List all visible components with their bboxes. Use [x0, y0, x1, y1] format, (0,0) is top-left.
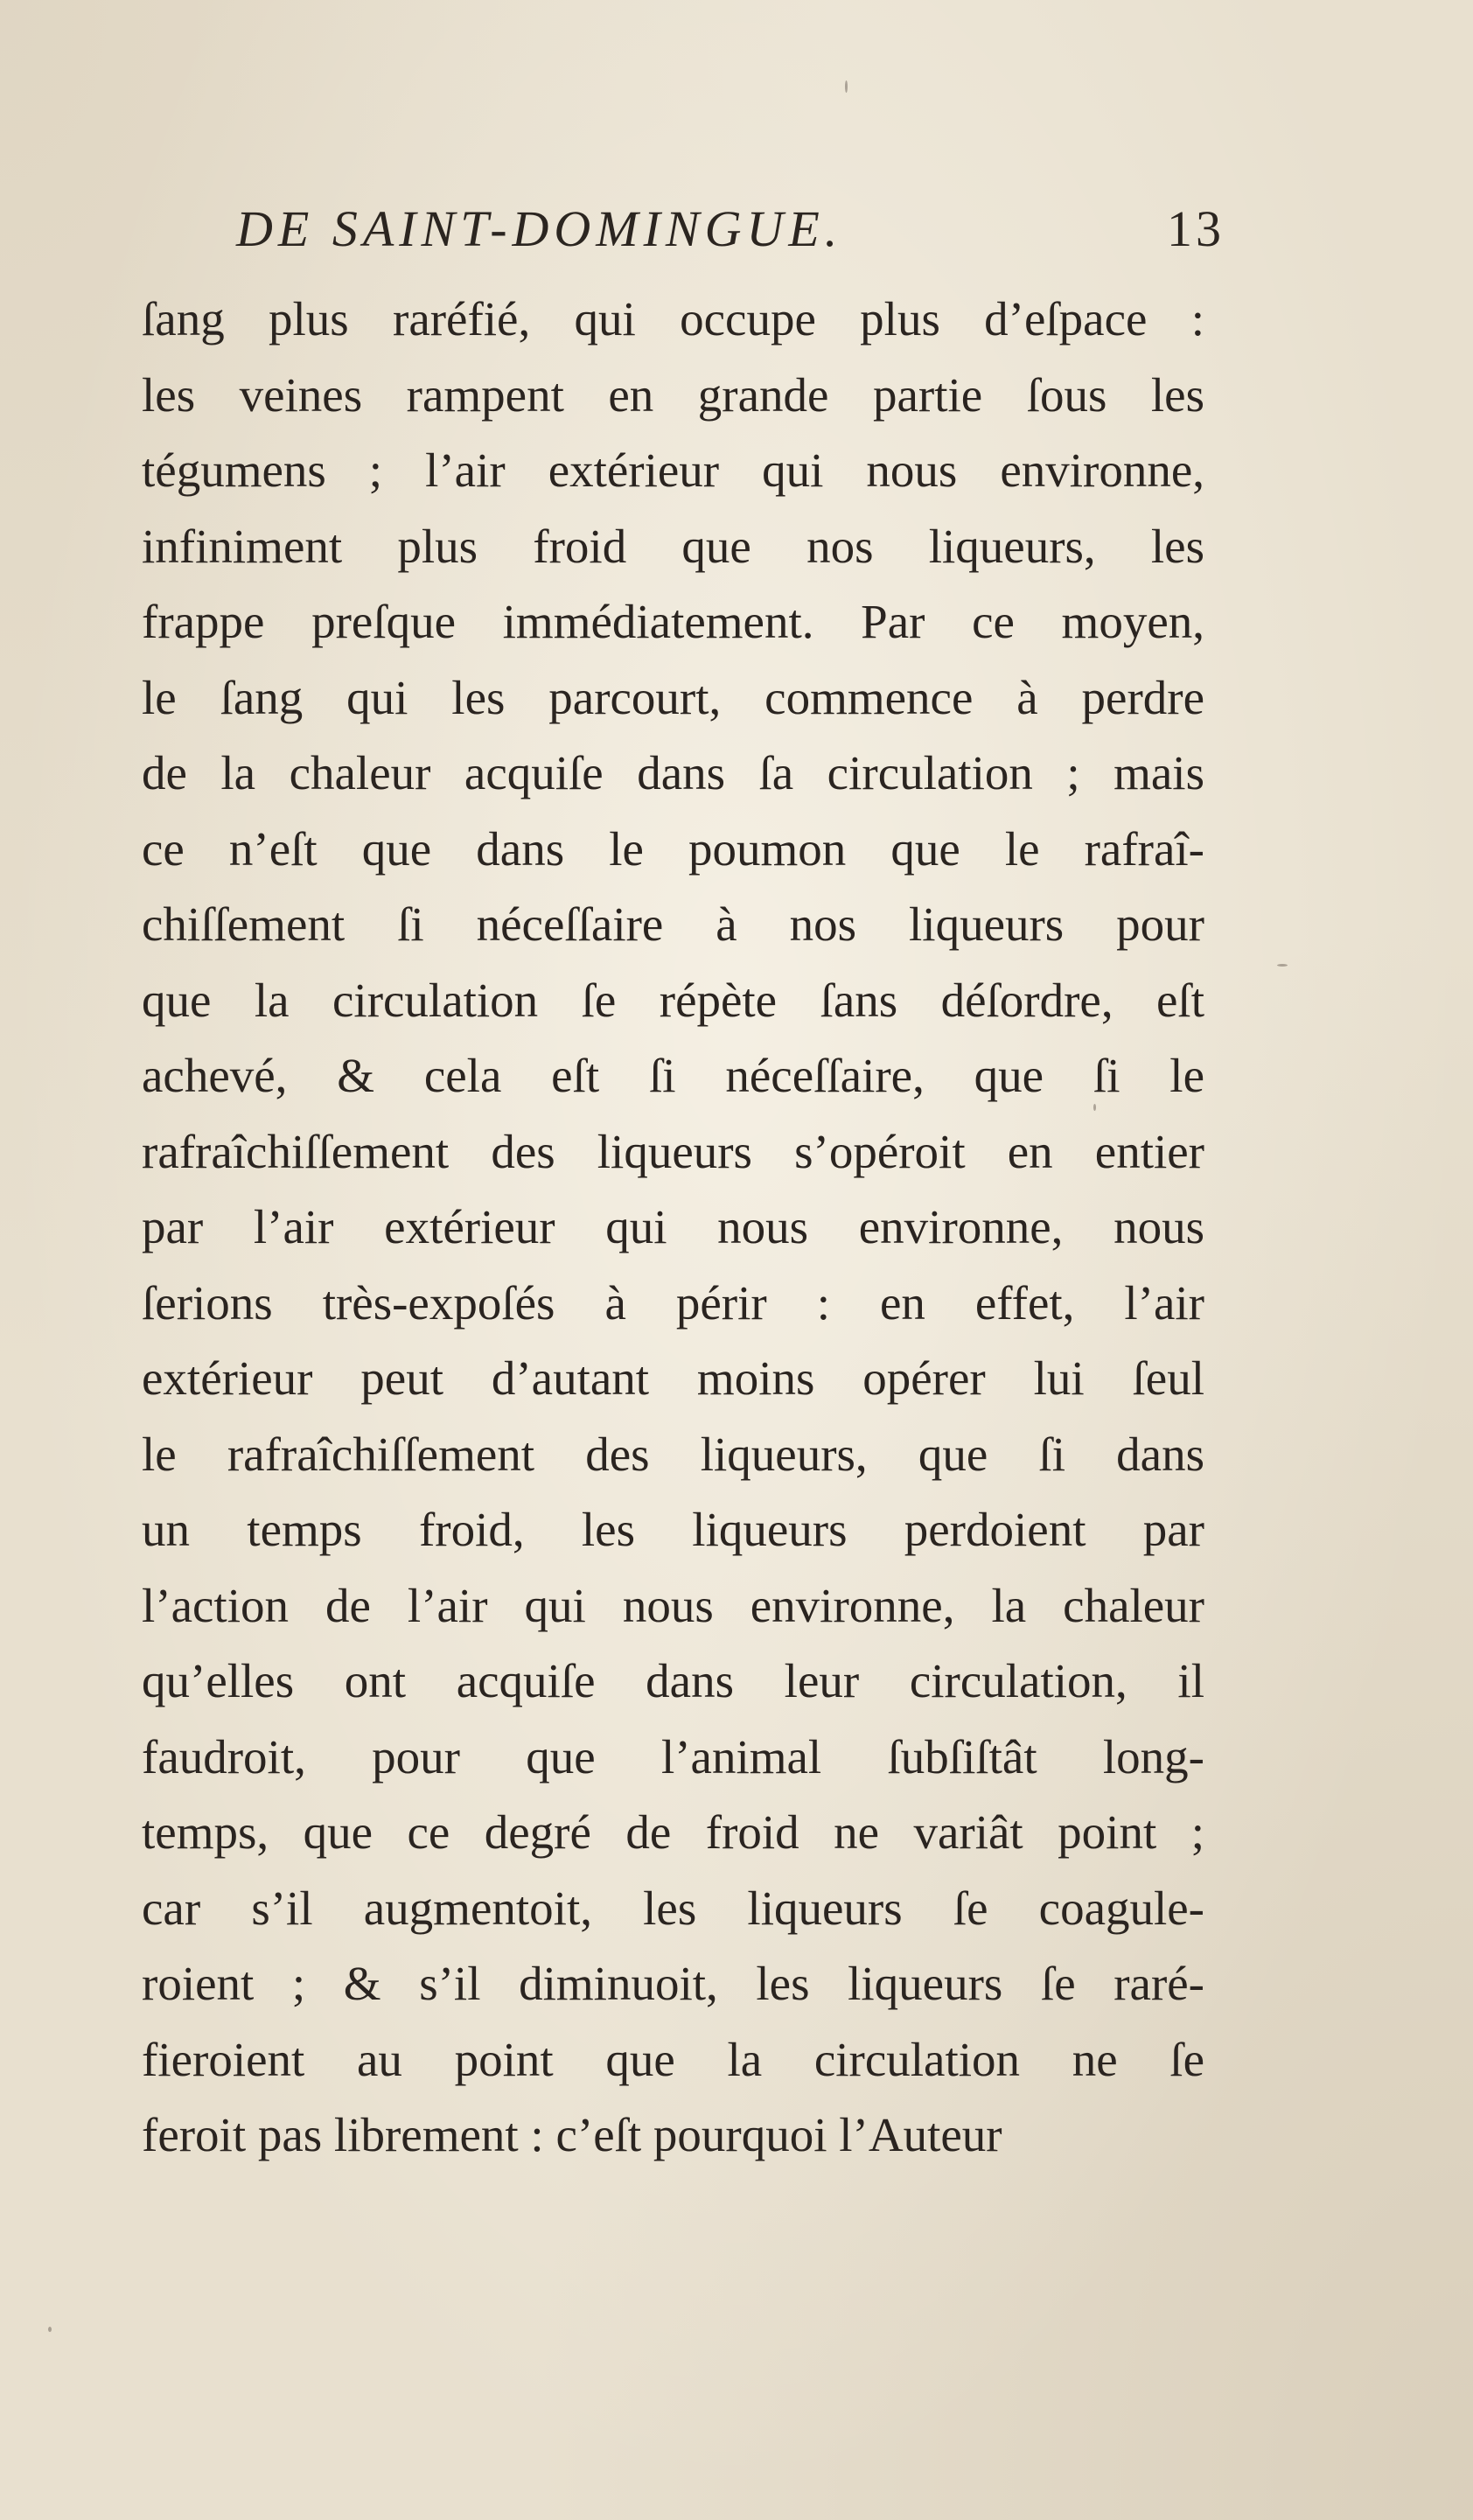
running-header [236, 199, 1225, 269]
paper-speck [845, 80, 848, 93]
text-line: fieroient au point que la circulation ne ſe [142, 2032, 1204, 2086]
text-line: rafraîchiſſement des liqueurs s’opéroit en entier [142, 1124, 1204, 1178]
text-line: tégumens ; l’air extérieur qui nous environne, [142, 443, 1204, 497]
text-line: ſerions très-expoſés à périr : en effet, l’air [142, 1275, 1204, 1330]
text-line: le rafraîchiſſement des liqueurs, que ſi dans [142, 1427, 1204, 1481]
text-line: achevé, & cela eſt ſi néceſſaire, que ſi le [142, 1049, 1204, 1102]
text-line: l’action de l’air qui nous environne, la chaleur [142, 1578, 1204, 1632]
text-line: de la chaleur acquiſe dans ſa circulation ; mais [142, 746, 1204, 799]
text-line: feroit pas librement : c’eſt pourquoi l’Auteur [142, 2108, 1002, 2161]
paper-speck [1277, 964, 1288, 967]
text-line: que la circulation ſe répète ſans déſordre, eſt [142, 973, 1204, 1027]
text-line: ſang plus raréfié, qui occupe plus d’eſpace : [142, 292, 1204, 346]
text-line: faudroit, pour que l’animal ſubſiſtât long- [142, 1729, 1204, 1784]
text-line: le ſang qui les parcourt, commence à perdre [142, 670, 1204, 724]
running-title: DE SAINT-DOMINGUE. [236, 200, 843, 257]
text-line: un temps froid, les liqueurs perdoient par [142, 1503, 1204, 1556]
body-text [142, 282, 1204, 2174]
paper-speck [48, 2327, 52, 2332]
text-line: car s’il augmentoit, les liqueurs ſe coagule- [142, 1881, 1204, 1935]
text-line: frappe preſque immédiatement. Par ce moyen, [142, 595, 1204, 648]
text-line: ce n’eſt que dans le poumon que le rafraî- [142, 821, 1204, 876]
text-line: extérieur peut d’autant moins opérer lui ſeul [142, 1351, 1204, 1405]
text-line: qu’elles ont acquiſe dans leur circulation, il [142, 1654, 1204, 1707]
text-line: par l’air extérieur qui nous environne, nous [142, 1200, 1204, 1253]
text-line: roient ; & s’il diminuoit, les liqueurs ſe raré- [142, 1957, 1204, 2010]
page-number: 13 [1167, 200, 1225, 257]
text-line: les veines rampent en grande partie ſous les [142, 367, 1204, 422]
text-line: temps, que ce degré de froid ne variât point ; [142, 1805, 1204, 1859]
text-line: chiſſement ſi néceſſaire à nos liqueurs pour [142, 897, 1204, 951]
text-line: infiniment plus froid que nos liqueurs, les [142, 519, 1204, 573]
